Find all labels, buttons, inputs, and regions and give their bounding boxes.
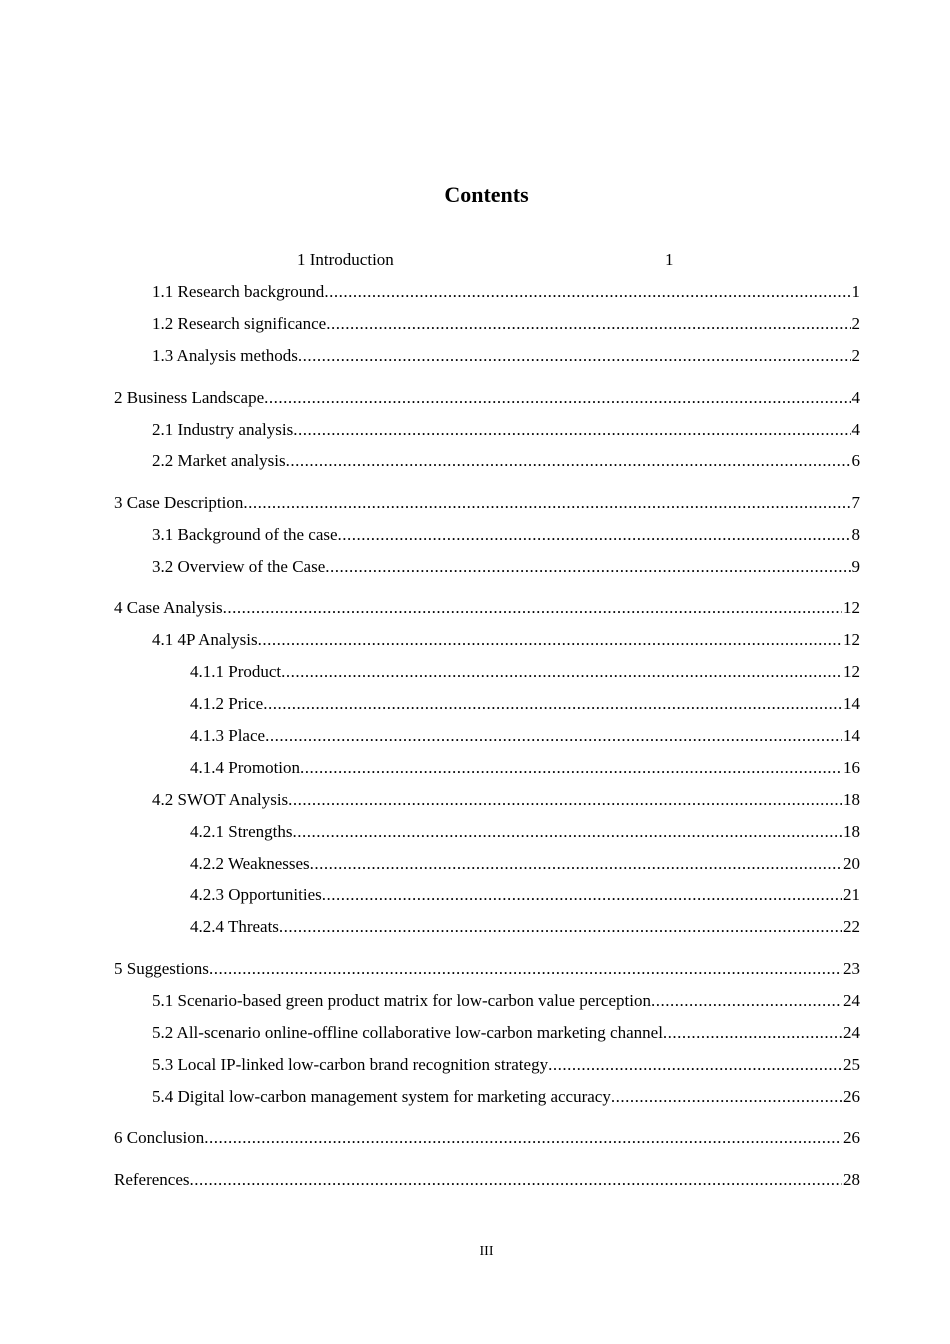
toc-entry[interactable]: [190, 915, 860, 939]
toc-entry[interactable]: [152, 628, 860, 652]
toc-entry-label: 2 Business Landscape: [114, 388, 265, 407]
toc-entry-label: 6 Conclusion: [114, 1128, 205, 1147]
toc-leader-dots: [264, 386, 850, 410]
toc-entry-label: 1 Introduction: [297, 250, 394, 269]
toc-leader-dots: [326, 312, 850, 336]
toc-entry-label: 5 Suggestions: [114, 959, 209, 978]
page-number: III: [479, 1244, 494, 1259]
toc-entry-label: 3 Case Description: [114, 493, 244, 512]
toc-leader-dots: [204, 1126, 842, 1150]
toc-entry-page: 2: [851, 314, 860, 333]
toc-entry-page: 23: [843, 959, 860, 978]
toc-leader-dots: [298, 344, 851, 368]
toc-entry[interactable]: [190, 756, 860, 780]
toc-entry-label: 4.1.1 Product: [190, 662, 282, 681]
toc-leader-dots: [209, 957, 842, 981]
toc-leader-dots: [286, 449, 851, 473]
toc-entry[interactable]: [152, 1053, 860, 1077]
toc-entry[interactable]: [114, 491, 860, 515]
toc-entry[interactable]: [152, 523, 860, 547]
toc-leader-dots: [548, 1053, 842, 1077]
toc-entry-label: 3.1 Background of the case: [152, 525, 338, 544]
toc-entry-page: 1: [665, 250, 674, 269]
toc-entry[interactable]: [114, 386, 860, 410]
toc-entry[interactable]: [152, 344, 860, 368]
toc-leader-dots: [281, 660, 842, 684]
toc-entry[interactable]: [152, 555, 860, 579]
toc-entry-page: 12: [843, 630, 860, 649]
toc-entry-label: 4.2 SWOT Analysis: [152, 790, 289, 809]
toc-entry[interactable]: [152, 449, 860, 473]
toc-entry-label: 1.1 Research background: [152, 282, 325, 301]
toc-entry-label: 4.1.4 Promotion: [190, 758, 301, 777]
toc-leader-dots: [258, 628, 842, 652]
toc-leader-dots: [663, 1021, 842, 1045]
toc-entry[interactable]: [190, 724, 860, 748]
toc-entry[interactable]: [190, 883, 860, 907]
toc-leader-dots: [338, 523, 851, 547]
toc-entry-label: 4.2.3 Opportunities: [190, 885, 322, 904]
toc-entry-label: 4.2.4 Threats: [190, 917, 279, 936]
toc-entry-page: 6: [851, 451, 860, 470]
toc-entry-label: 5.2 All-scenario online-offline collaborative low-carbon marketing channel: [152, 1023, 663, 1042]
toc-entry-label: 5.3 Local IP-linked low-carbon brand recognition strategy: [152, 1055, 549, 1074]
toc-leader-dots: [293, 418, 850, 442]
toc-entry-label: 2.2 Market analysis: [152, 451, 286, 470]
toc-entry[interactable]: [152, 312, 860, 336]
toc-leader-dots: [223, 596, 842, 620]
toc-entry-page: 24: [843, 1023, 860, 1042]
toc-entry-label: 4 Case Analysis: [114, 598, 223, 617]
toc-entry-page: 24: [843, 991, 860, 1010]
toc-entry-page: 12: [843, 598, 860, 617]
toc-entry[interactable]: [152, 788, 860, 812]
toc-entry[interactable]: [152, 280, 860, 304]
toc-entry-page: 22: [843, 917, 860, 936]
toc-leader-dots: [324, 280, 850, 304]
toc-entry-label: References: [114, 1170, 190, 1189]
toc-entry-page: 4: [851, 388, 860, 407]
toc-leader-dots: [265, 724, 842, 748]
toc-entry[interactable]: [114, 1126, 860, 1150]
toc-entry-label: 5.4 Digital low-carbon management system for marketing accuracy: [152, 1087, 611, 1106]
toc-entry-introduction[interactable]: [0, 248, 950, 272]
toc-entry[interactable]: [152, 1085, 860, 1109]
toc-entry-label: 1.3 Analysis methods: [152, 346, 298, 365]
toc-entry[interactable]: [114, 1168, 860, 1192]
toc-entry-label: 2.1 Industry analysis: [152, 420, 294, 439]
toc-entry-page: 7: [851, 493, 860, 512]
toc-leader-dots: [300, 756, 842, 780]
toc-leader-dots: [310, 852, 842, 876]
toc-entry-page: 16: [843, 758, 860, 777]
toc-entry-page: 12: [843, 662, 860, 681]
toc-entry-label: 4.1.2 Price: [190, 694, 264, 713]
toc-entry-page: 18: [843, 790, 860, 809]
toc-entry-page: 4: [851, 420, 860, 439]
toc-leader-dots: [288, 788, 842, 812]
toc-entry[interactable]: [152, 1021, 860, 1045]
toc-entry-page: 21: [843, 885, 860, 904]
toc-leader-dots: [292, 820, 842, 844]
toc-entry-label: 4.1.3 Place: [190, 726, 266, 745]
toc-entry-page: 28: [843, 1170, 860, 1189]
toc-entry-page: 9: [851, 557, 860, 576]
toc-leader-dots: [322, 883, 842, 907]
toc-entry-label: 5.1 Scenario-based green product matrix for low-carbon value perception: [152, 991, 651, 1010]
toc-leader-dots: [243, 491, 850, 515]
toc-entry-page: 20: [843, 854, 860, 873]
toc-leader-dots: [263, 692, 842, 716]
toc-entry[interactable]: [152, 418, 860, 442]
toc-entry[interactable]: [190, 692, 860, 716]
toc-entry-page: 14: [843, 694, 860, 713]
toc-entry-label: 4.2.2 Weaknesses: [190, 854, 310, 873]
toc-entry-page: 8: [851, 525, 860, 544]
toc-entry[interactable]: [190, 820, 860, 844]
toc-leader-dots: [651, 989, 842, 1013]
toc-entry-label: 4.1 4P Analysis: [152, 630, 258, 649]
toc-entry-page: 25: [843, 1055, 860, 1074]
toc-leader-dots: [190, 1168, 842, 1192]
toc-entry-page: 1: [851, 282, 860, 301]
toc-entry-page: 18: [843, 822, 860, 841]
toc-leader-dots: [279, 915, 842, 939]
toc-entry-label: 3.2 Overview of the Case: [152, 557, 326, 576]
toc-entry[interactable]: [190, 852, 860, 876]
toc-entry-page: 26: [843, 1087, 860, 1106]
toc-entry[interactable]: [190, 660, 860, 684]
toc-entry[interactable]: [114, 596, 860, 620]
toc-entry-page: 2: [851, 346, 860, 365]
toc-entry-page: 26: [843, 1128, 860, 1147]
toc-leader-dots: [611, 1085, 842, 1109]
toc-entry[interactable]: [152, 989, 860, 1013]
toc-leader-dots: [325, 555, 850, 579]
toc-entry-page: 14: [843, 726, 860, 745]
page-title: Contents: [444, 182, 529, 207]
toc-entry[interactable]: [114, 957, 860, 981]
toc-entry-label: 1.2 Research significance: [152, 314, 327, 333]
toc-entry-label: 4.2.1 Strengths: [190, 822, 293, 841]
